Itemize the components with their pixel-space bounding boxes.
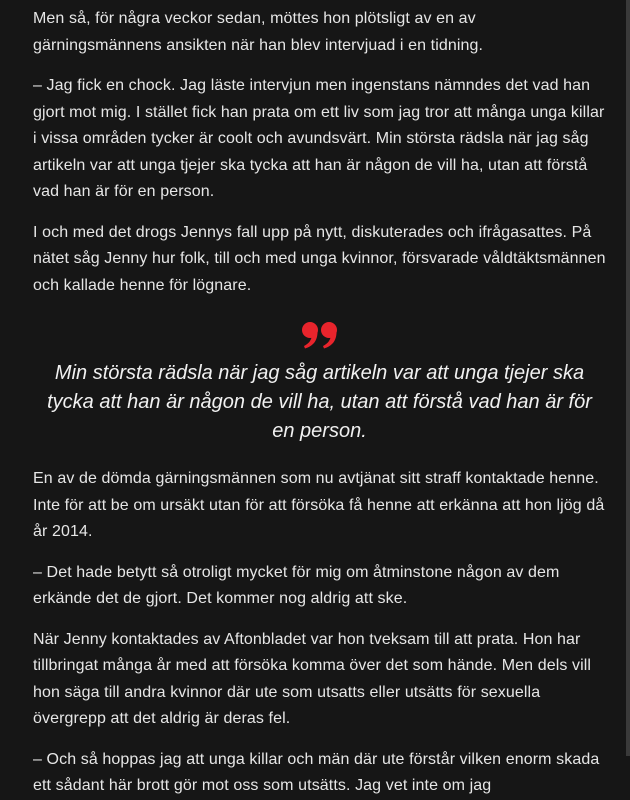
- paragraph: – Och så hoppas jag att unga killar och män där ute förstår vilken enorm skada ett sådant här brott gör mot oss som utsätts. Jag vet inte om jag: [33, 750, 600, 794]
- paragraph: När Jenny kontaktades av Aftonbladet var hon tveksam till att prata. Hon har tillbringat många år med att försöka komma över det som hände. Men dels vill hon säga till andra kvinnor där ute som utsatts eller utsätts för sexuella övergrepp att det aldrig är deras fel.: [33, 630, 592, 727]
- paragraph: – Det hade betytt så otroligt mycket för mig om åtminstone någon av dem erkände det de gjort. Det kommer nog aldrig att ske.: [33, 563, 560, 607]
- pull-quote: [33, 321, 606, 446]
- paragraph: En av de dömda gärningsmännen som nu avtjänat sitt straff kontaktade henne. Inte för att be om ursäkt utan för att försöka få henne att erkänna att hon ljög då år 2014.: [33, 470, 605, 540]
- pull-quote-text: Min största rädsla när jag såg artikeln var att unga tjejer ska tycka att han är någon de vill ha, utan att förstå vad han är för en person.: [47, 362, 592, 442]
- paragraph: Men så, för några veckor sedan, möttes hon plötsligt av en av gärningsmännens ansikten när han blev intervjuad i en tidning.: [33, 10, 484, 54]
- paragraph: I och med det drogs Jennys fall upp på nytt, diskuterades och ifrågasattes. På nätet såg Jenny hur folk, till och med unga kvinnor, försvarade våldtäktsmännen och kallade henne för lögnare.: [33, 223, 606, 294]
- paragraph: – Jag fick en chock. Jag läste intervjun men ingenstans nämndes det vad han gjort mot mig. I stället fick han prata om ett liv som jag tror att många unga killar i vissa områden tycker är coolt och avundsvärt. Min största rädsla när jag såg artikeln var att unga tjejer ska tycka att han är någon de vill ha, utan att förstå vad han är för en person.: [33, 77, 605, 200]
- quote-mark-icon: [300, 321, 340, 349]
